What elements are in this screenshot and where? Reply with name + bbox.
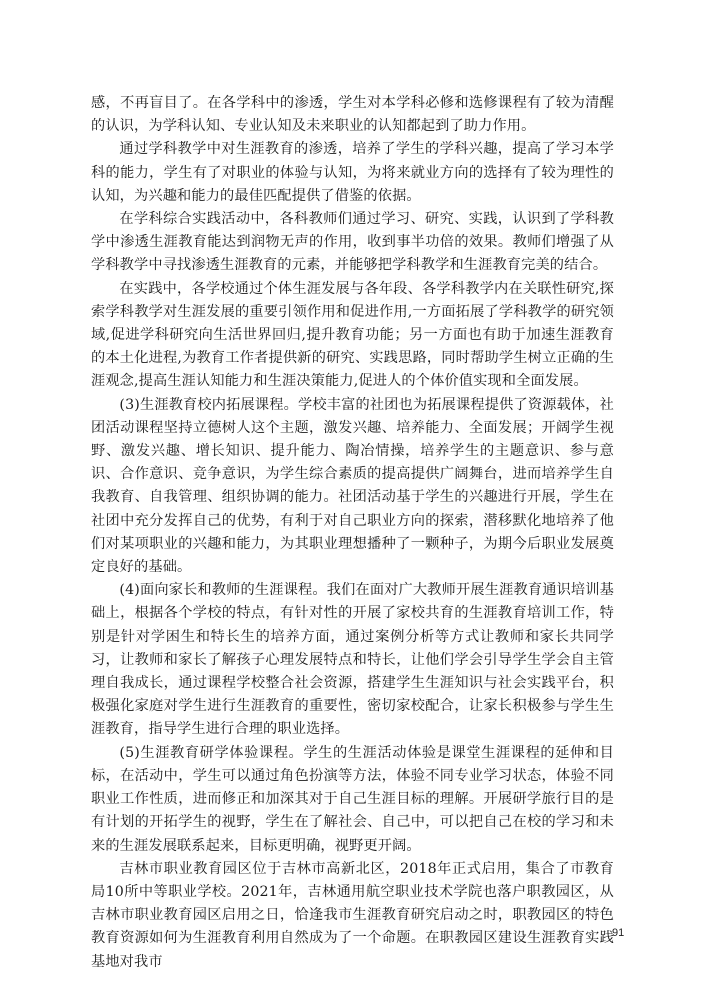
paragraph-extension-course: (3)生涯教育校内拓展课程。学校丰富的社团也为拓展课程提供了资源载体，社团活动课程坚持立德树人这个主题，激发兴趣、培养能力、全面发展；开阔学生视野、激发兴趣、增长知识、提升能力、陶冶情操，培养学生的主题意识、参与意识、合作意识、竞争意识，为学生综合素质的提高提供广阔舞台，进而培养学生自我教育、自我管理、组织协调的能力。社团活动基于学生的兴趣进行开展，学生在社团中充分发挥自己的优势，有利于对自己职业方向的探索，潜移默化地培养了他们对某项职业的兴趣和能力，为其职业理想播种了一颗种子，为期今后职业发展奠定良好的基础。	[91, 396, 614, 576]
paragraph-practice-research: 在实践中，各学校通过个体生涯发展与各年段、各学科教学内在关联性研究,探索学科教学对生涯发展的重要引领作用和促进作用,一方面拓展了学科教学的研究领域,促进学科研究向生活世界回归,提升教育功能；另一方面也有助于加速生涯教育的本土化进程,为教育工作者提供新的研究、实践思路，同时帮助学生树立正确的生涯观念,提高生涯认知能力和生涯决策能力,促进人的个体价值实现和全面发展。	[91, 280, 614, 390]
paragraph-parent-teacher-course: (4)面向家长和教师的生涯课程。我们在面对广大教师开展生涯教育通识培训基础上，根据各个学校的特点，有针对性的开展了家校共育的生涯教育培训工作，特别是针对学困生和特长生的培养方面，通过案例分析等方式让教师和家长共同学习，让教师和家长了解孩子心理发展特点和特长，让他们学会引导学生学会自主管理自我成长，通过课程学校整合社会资源，搭建学生生涯知识与社会实践平台，积极强化家庭对学生进行生涯教育的重要性，密切家校配合，让家长积极参与学生生涯教育，指导学生进行合理的职业选择。	[91, 582, 614, 738]
paragraph-vocational-park: 吉林市职业教育园区位于吉林市高新北区，2018年正式启用，集合了市教育局10所中等职业学校。2021年，吉林通用航空职业技术学院也落户职教园区，从吉林市职业教育园区启用之日，恰逢我市生涯教育研究启动之时，职教园区的特色教育资源如何为生涯教育利用自然成为了一个命题。在职教园区建设生涯教育实践基地对我市	[91, 860, 614, 970]
paragraph-continuation: 感，不再盲目了。在各学科中的渗透，学生对本学科必修和选修课程有了较为清醒的认识，为学科认知、专业认知及未来职业的认知都起到了助力作用。	[91, 95, 614, 135]
paragraph-subject-interest: 通过学科教学中对生涯教育的渗透，培养了学生的学科兴趣，提高了学习本学科的能力，学生有了对职业的体验与认知，为将来就业方向的选择有了较为理性的认知，为兴趣和能力的最佳匹配提供了借鉴的依据。	[91, 141, 614, 204]
body-text	[91, 92, 614, 974]
paragraph-study-tour-course: (5)生涯教育研学体验课程。学生的生涯活动体验是课堂生涯课程的延伸和目标，在活动中，学生可以通过角色扮演等方法，体验不同专业学习状态，体验不同职业工作性质，进而修正和加深其对于自己生涯目标的理解。开展研学旅行目的是有计划的开拓学生的视野，学生在了解社会、自己中，可以把自己在校的学习和未来的生涯发展联系起来，目标更明确，视野更开阔。	[91, 744, 614, 854]
page-number: 91	[612, 927, 625, 939]
paragraph-comprehensive-practice: 在学科综合实践活动中，各科教师们通过学习、研究、实践，认识到了学科教学中渗透生涯教育能达到润物无声的作用，收到事半功倍的效果。教师们增强了从学科教学中寻找渗透生涯教育的元素，并能够把学科教学和生涯教育完美的结合。	[91, 211, 614, 274]
